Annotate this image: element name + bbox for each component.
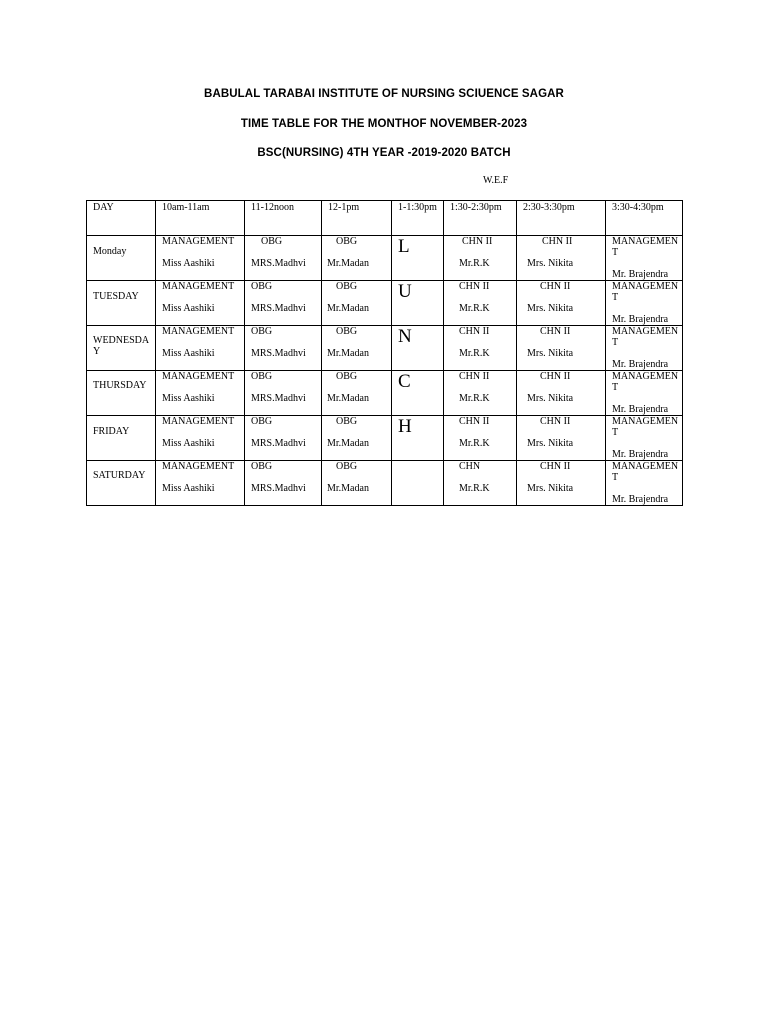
teacher-label: Miss Aashiki (162, 393, 215, 404)
teacher-label: Mr.Madan (327, 348, 369, 359)
teacher-label: Mr.Madan (327, 393, 369, 404)
header-cell-10am: 10am-11am (156, 201, 245, 236)
class-cell (245, 416, 322, 461)
subject-label: OBG (251, 461, 273, 472)
class-cell (156, 371, 245, 416)
subject-label: MANAGEMENT (612, 371, 679, 393)
class-cell (444, 326, 517, 371)
class-cell (156, 281, 245, 326)
table-row (87, 371, 683, 416)
teacher-label: Mr.Madan (327, 483, 369, 494)
class-cell (322, 461, 392, 506)
day-cell (87, 281, 156, 326)
subject-label: CHN II (459, 281, 490, 292)
subject-label: MANAGEMENT (612, 416, 679, 438)
teacher-label: MRS.Madhvi (251, 393, 306, 404)
day-cell (87, 326, 156, 371)
class-cell (322, 371, 392, 416)
teacher-label: MRS.Madhvi (251, 483, 306, 494)
subject-label: OBG (251, 326, 273, 337)
subject-label: MANAGEMENT (162, 281, 235, 292)
subject-label: MANAGEMENT (612, 326, 679, 348)
lunch-cell (392, 461, 444, 506)
day-cell (87, 461, 156, 506)
teacher-label: Mrs. Nikita (527, 348, 574, 359)
wef-label: W.E.F (483, 175, 509, 186)
lunch-cell (392, 371, 444, 416)
teacher-label: Mr.R.K (459, 438, 490, 449)
teacher-label: Miss Aashiki (162, 348, 215, 359)
lunch-letter: N (398, 326, 412, 347)
subject-label: OBG (336, 371, 358, 382)
class-cell (322, 416, 392, 461)
header-cell-230pm: 2:30-3:30pm (517, 201, 606, 236)
day-label: THURSDAY (93, 380, 147, 391)
class-cell (245, 326, 322, 371)
subject-label: OBG (336, 281, 358, 292)
class-cell (156, 326, 245, 371)
subject-label: MANAGEMENT (162, 416, 235, 427)
subject-label: MANAGEMENT (612, 281, 679, 303)
subject-label: CHN II (459, 326, 490, 337)
teacher-label: MRS.Madhvi (251, 438, 306, 449)
header-cell-day: DAY (87, 201, 156, 236)
class-cell (156, 416, 245, 461)
subject-label: CHN II (459, 371, 490, 382)
subject-label: MANAGEMENT (612, 461, 679, 483)
subject-label: CHN II (540, 371, 571, 382)
table-row (87, 416, 683, 461)
teacher-label: Mrs. Nikita (527, 438, 574, 449)
subject-label: CHN II (540, 326, 571, 337)
header-row (87, 201, 683, 236)
class-cell (517, 326, 606, 371)
subject-label: CHN II (542, 236, 573, 247)
subject-label: CHN II (540, 461, 571, 472)
header-cell-130pm: 1:30-2:30pm (444, 201, 517, 236)
header-cell-11am: 11-12noon (245, 201, 322, 236)
teacher-label: Miss Aashiki (162, 438, 215, 449)
subject-label: CHN II (540, 281, 571, 292)
subject-label: OBG (261, 236, 283, 247)
teacher-label: Mr. Brajendra (612, 404, 669, 415)
table-row (87, 326, 683, 371)
class-cell (245, 371, 322, 416)
class-cell (245, 236, 322, 281)
subject-label: OBG (336, 416, 358, 427)
subject-label: OBG (336, 236, 358, 247)
timetable-table (86, 200, 683, 506)
class-cell (517, 236, 606, 281)
day-label: Monday (93, 246, 127, 257)
teacher-label: Mr.R.K (459, 258, 490, 269)
teacher-label: Mr. Brajendra (612, 449, 669, 460)
batch-title: BSC(NURSING) 4TH YEAR -2019-2020 BATCH (257, 147, 511, 159)
subject-label: MANAGEMENT (162, 461, 235, 472)
class-cell (156, 461, 245, 506)
subject-label: CHN II (459, 416, 490, 427)
class-cell (606, 281, 683, 326)
day-label: FRIDAY (93, 426, 130, 437)
subject-label: CHN (459, 461, 481, 472)
lunch-letter: C (398, 371, 411, 392)
table-row (87, 281, 683, 326)
class-cell (322, 281, 392, 326)
institute-title: BABULAL TARABAI INSTITUTE OF NURSING SCIUENCE SAGAR (204, 88, 564, 100)
class-cell (245, 461, 322, 506)
teacher-label: Miss Aashiki (162, 258, 215, 269)
teacher-label: Mr.Madan (327, 438, 369, 449)
lunch-letter: L (398, 236, 410, 257)
class-cell (517, 416, 606, 461)
teacher-label: MRS.Madhvi (251, 303, 306, 314)
class-cell (245, 281, 322, 326)
lunch-cell (392, 326, 444, 371)
teacher-label: Miss Aashiki (162, 303, 215, 314)
class-cell (444, 461, 517, 506)
class-cell (322, 236, 392, 281)
lunch-letter: U (398, 281, 412, 302)
class-cell (156, 236, 245, 281)
class-cell (517, 461, 606, 506)
day-cell (87, 416, 156, 461)
teacher-label: Mr. Brajendra (612, 269, 669, 280)
teacher-label: Mrs. Nikita (527, 258, 574, 269)
class-cell (444, 371, 517, 416)
table-row (87, 236, 683, 281)
class-cell (517, 281, 606, 326)
class-cell (444, 281, 517, 326)
subject-label: CHN II (462, 236, 493, 247)
subject-label: OBG (336, 326, 358, 337)
subject-label: OBG (251, 281, 273, 292)
subject-label: MANAGEMENT (162, 371, 235, 382)
class-cell (444, 416, 517, 461)
teacher-label: Mr.Madan (327, 258, 369, 269)
lunch-cell (392, 281, 444, 326)
day-label: TUESDAY (93, 291, 139, 302)
teacher-label: MRS.Madhvi (251, 258, 306, 269)
class-cell (606, 461, 683, 506)
subject-label: CHN II (540, 416, 571, 427)
subject-label: OBG (336, 461, 358, 472)
header-cell-330pm: 3:30-4:30pm (606, 201, 683, 236)
header-cell-lunch: 1-1:30pm (392, 201, 444, 236)
teacher-label: Mr. Brajendra (612, 314, 669, 325)
subject-label: OBG (251, 371, 273, 382)
teacher-label: Mr. Brajendra (612, 359, 669, 370)
subject-label: MANAGEMENT (162, 326, 235, 337)
day-label: SATURDAY (93, 470, 146, 481)
teacher-label: Mr.R.K (459, 303, 490, 314)
teacher-label: Mrs. Nikita (527, 393, 574, 404)
class-cell (606, 416, 683, 461)
table-row (87, 461, 683, 506)
teacher-label: Mr.R.K (459, 393, 490, 404)
teacher-label: Mrs. Nikita (527, 483, 574, 494)
teacher-label: MRS.Madhvi (251, 348, 306, 359)
lunch-letter: H (398, 416, 412, 437)
subject-label: MANAGEMENT (612, 236, 679, 258)
class-cell (517, 371, 606, 416)
day-cell (87, 236, 156, 281)
timetable-title: TIME TABLE FOR THE MONTHOF NOVEMBER-2023 (240, 118, 528, 130)
subject-label: MANAGEMENT (162, 236, 235, 247)
teacher-label: Mr.R.K (459, 483, 490, 494)
teacher-label: Mr.R.K (459, 348, 490, 359)
class-cell (322, 326, 392, 371)
teacher-label: Mr.Madan (327, 303, 369, 314)
class-cell (444, 236, 517, 281)
header-cell-12pm: 12-1pm (322, 201, 392, 236)
lunch-cell (392, 236, 444, 281)
lunch-cell (392, 416, 444, 461)
subject-label: OBG (251, 416, 273, 427)
class-cell (606, 326, 683, 371)
teacher-label: Mr. Brajendra (612, 494, 669, 505)
class-cell (606, 371, 683, 416)
day-cell (87, 371, 156, 416)
teacher-label: Miss Aashiki (162, 483, 215, 494)
teacher-label: Mrs. Nikita (527, 303, 574, 314)
class-cell (606, 236, 683, 281)
day-label: WEDNESDAY (93, 335, 150, 357)
